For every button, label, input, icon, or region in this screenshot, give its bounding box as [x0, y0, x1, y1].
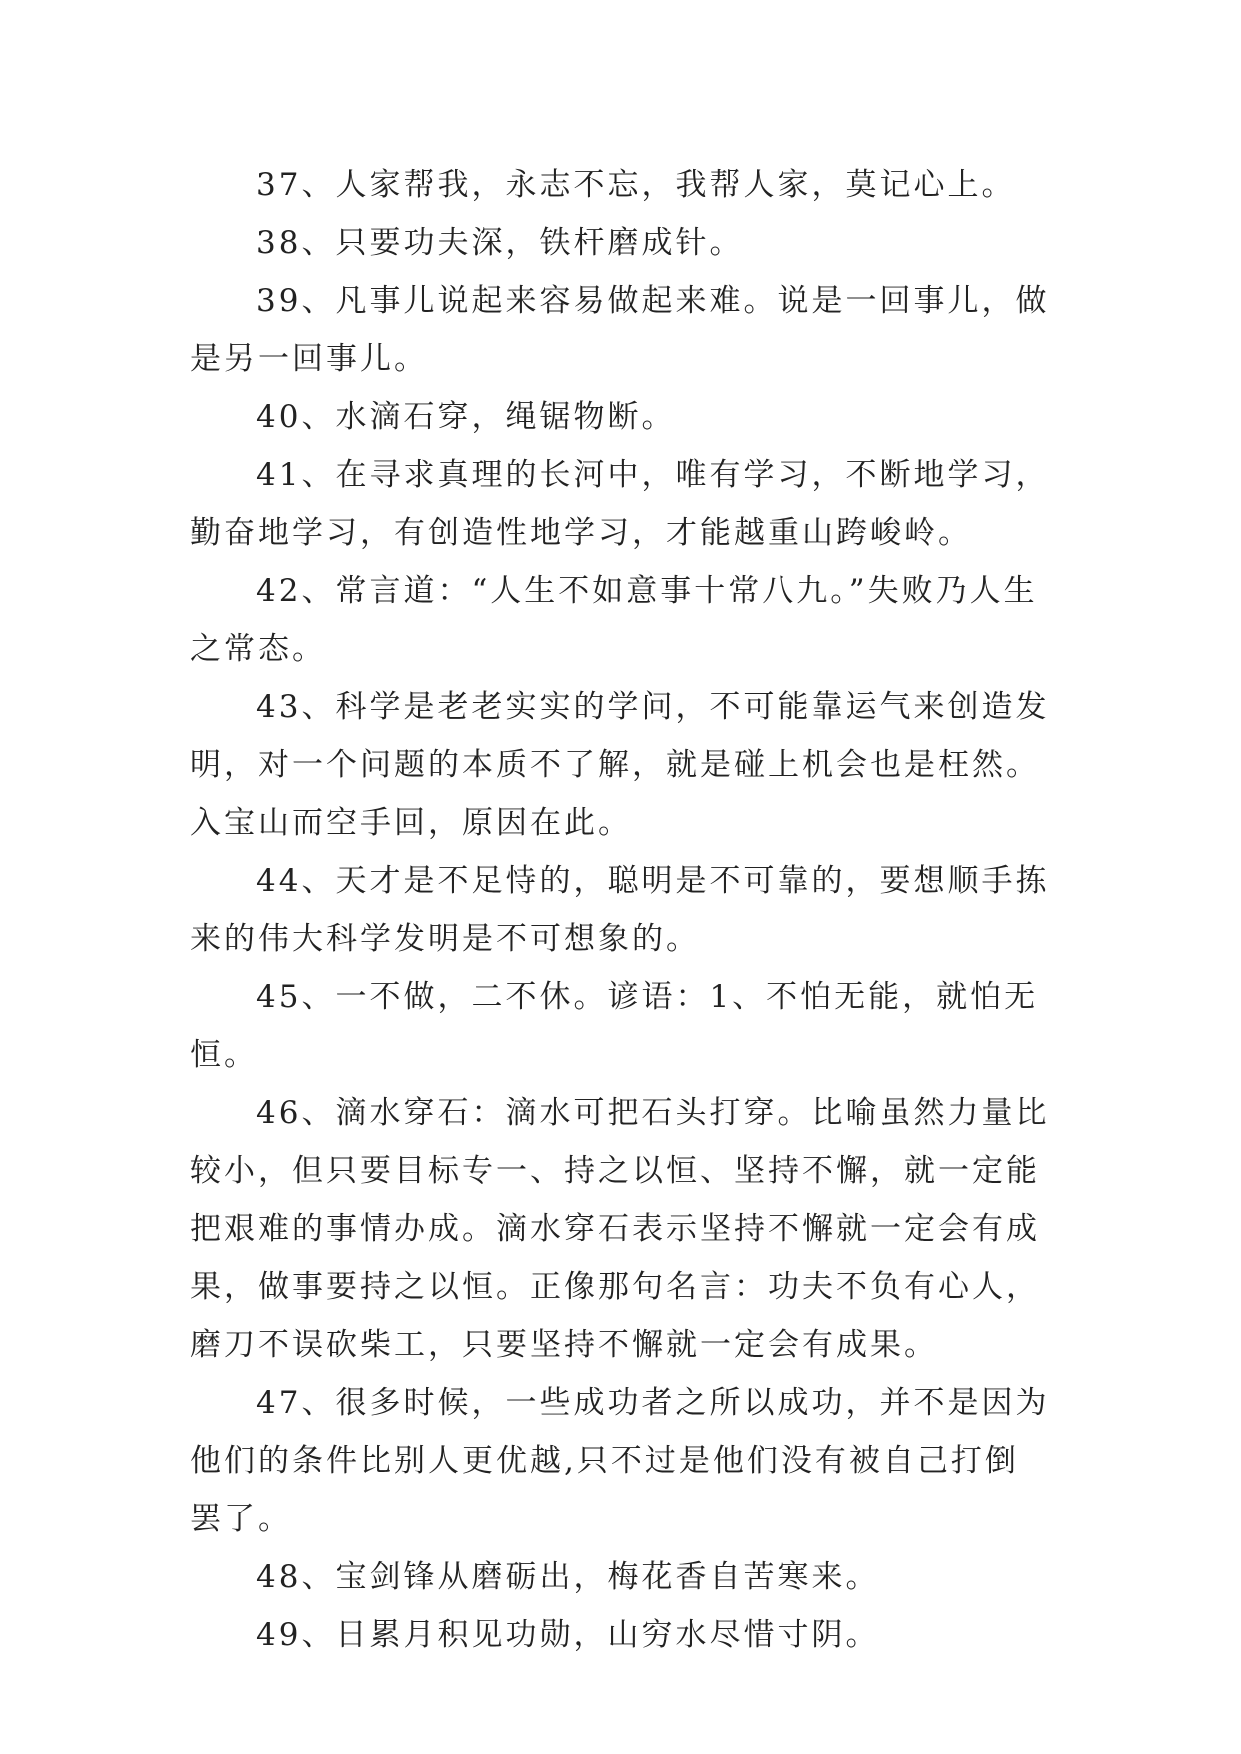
paragraph-47: 47、很多时候，一些成功者之所以成功，并不是因为他们的条件比别人更优越,只不过是他们没有被自己打倒罢了。	[190, 1385, 1050, 1537]
paragraph-43: 43、科学是老老实实的学问，不可能靠运气来创造发明，对一个问题的本质不了解，就是碰上机会也是枉然。入宝山而空手回，原因在此。	[190, 689, 1050, 841]
paragraph-46: 46、滴水穿石：滴水可把石头打穿。比喻虽然力量比较小，但只要目标专一、持之以恒、坚持不懈，就一定能把艰难的事情办成。滴水穿石表示坚持不懈就一定会有成果，做事要持之以恒。正像那句名言：功夫不负有心人，磨刀不误砍柴工，只要坚持不懈就一定会有成果。	[190, 1095, 1050, 1363]
paragraph-44: 44、天才是不足恃的，聪明是不可靠的，要想顺手拣来的伟大科学发明是不可想象的。	[190, 863, 1050, 957]
paragraph-45: 45、一不做，二不休。谚语：1、不怕无能，就怕无恒。	[190, 979, 1039, 1073]
paragraph-39: 39、凡事儿说起来容易做起来难。说是一回事儿，做是另一回事儿。	[190, 283, 1050, 377]
paragraph-37: 37、人家帮我，永志不忘，我帮人家，莫记心上。	[256, 167, 1016, 203]
document-body	[190, 156, 1050, 1664]
paragraph-49: 49、日累月积见功勋，山穷水尽惜寸阴。	[256, 1617, 880, 1653]
paragraph-40: 40、水滴石穿，绳锯物断。	[256, 399, 676, 435]
paragraph-42: 42、常言道：“人生不如意事十常八九。”失败乃人生之常态。	[190, 573, 1038, 667]
paragraph-41: 41、在寻求真理的长河中，唯有学习，不断地学习，勤奋地学习，有创造性地学习，才能越重山跨峻岭。	[190, 457, 1050, 551]
paragraph-48: 48、宝剑锋从磨砺出，梅花香自苦寒来。	[256, 1559, 880, 1595]
paragraph-38: 38、只要功夫深，铁杆磨成针。	[256, 225, 744, 261]
